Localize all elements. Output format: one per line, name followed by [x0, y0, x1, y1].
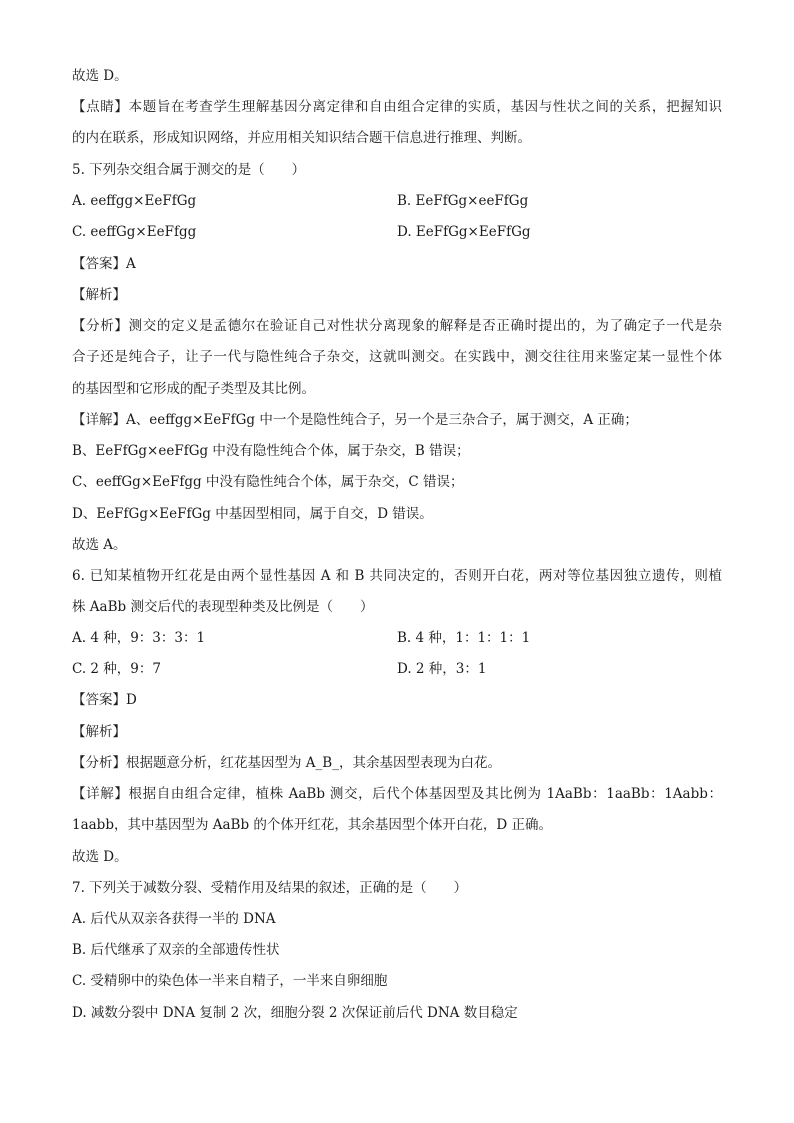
option-a: A. eeffgg×EeFfGg: [72, 193, 197, 209]
text-line: 故选 D。: [72, 68, 128, 84]
text-line: 【分析】测交的定义是孟德尔在验证自己对性状分离现象的解释是否正确时提出的，为了确定子一代是杂: [72, 318, 722, 334]
text-line: 【分析】根据题意分析，红花基因型为 A_B_，其余基因型表现为白花。: [72, 755, 501, 771]
text-line: B、EeFfGg×eeFfGg 中没有隐性纯合个体，属于杂交，B 错误；: [72, 443, 470, 459]
question-title: 6. 已知某植物开红花是由两个显性基因 A 和 B 共同决定的，否则开白花，两对等位基因独立遗传，则植: [72, 568, 722, 584]
text-line: 的基因型和它形成的配子类型及其比例。: [72, 381, 315, 397]
text-line: 【详解】A、eeffgg×EeFfGg 中一个是隐性纯合子，另一个是三杂合子，属于测交，A 正确；: [72, 412, 638, 428]
option-c: C. eeffGg×EeFfgg: [72, 224, 197, 240]
option-b: B. EeFfGg×eeFfGg: [397, 193, 529, 209]
option-c: C. 受精卵中的染色体一半来自精子，一半来自卵细胞: [72, 973, 388, 989]
question-title-cont: 株 AaBb 测交后代的表现型种类及比例是（ ）: [72, 599, 374, 615]
text-line: 【详解】根据自由组合定律，植株 AaBb 测交，后代个体基因型及其比例为 1AaBb：1aaBb：1Aabb：: [72, 786, 722, 802]
question-title: 7. 下列关于减数分裂、受精作用及结果的叙述，正确的是（ ）: [72, 880, 468, 896]
analysis-heading: 【解析】: [72, 724, 126, 740]
option-b: B. 4 种，1：1：1：1: [397, 630, 531, 646]
option-c: C. 2 种，9：7: [72, 661, 161, 677]
option-a: A. 后代从双亲各获得一半的 DNA: [72, 911, 276, 927]
text-line: 【点睛】本题旨在考查学生理解基因分离定律和自由组合定律的实质，基因与性状之间的关系，把握知识: [72, 99, 722, 115]
text-line: D、EeFfGg×EeFfGg 中基因型相同，属于自交，D 错误。: [72, 506, 433, 522]
analysis-heading: 【解析】: [72, 287, 126, 303]
answer-line: 【答案】A: [72, 256, 136, 272]
option-d: D. 减数分裂中 DNA 复制 2 次，细胞分裂 2 次保证前后代 DNA 数目稳定: [72, 1005, 518, 1021]
text-line: 的内在联系，形成知识网络，并应用相关知识结合题干信息进行推理、判断。: [72, 130, 531, 146]
option-d: D. 2 种，3：1: [397, 661, 487, 677]
text-line: 故选 D。: [72, 849, 128, 865]
text-line: C、eeffGg×EeFfgg 中没有隐性纯合个体，属于杂交，C 错误；: [72, 474, 464, 490]
option-b: B. 后代继承了双亲的全部遗传性状: [72, 942, 280, 958]
option-d: D. EeFfGg×EeFfGg: [397, 224, 531, 240]
option-a: A. 4 种，9：3：3：1: [72, 630, 206, 646]
text-line: 故选 A。: [72, 537, 127, 553]
question-title: 5. 下列杂交组合属于测交的是（ ）: [72, 162, 306, 178]
text-line: 合子还是纯合子，让子一代与隐性纯合子杂交，这就叫测交。在实践中，测交往往用来鉴定某一显性个体: [72, 349, 722, 365]
text-line: 1aabb，其中基因型为 AaBb 的个体开红花，其余基因型个体开白花，D 正确。: [72, 817, 553, 833]
answer-line: 【答案】D: [72, 692, 137, 708]
